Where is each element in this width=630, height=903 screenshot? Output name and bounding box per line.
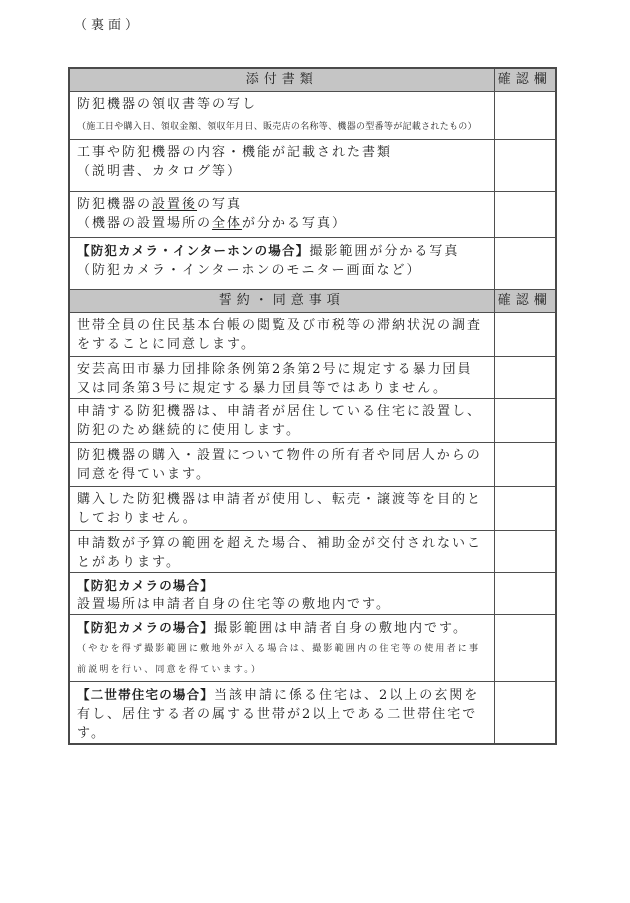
page-side-label: （裏面）	[74, 18, 143, 33]
case-tag: 【防犯カメラの場合】	[77, 620, 215, 635]
pledge-row-two-household	[69, 682, 556, 745]
confirm-cell	[494, 238, 556, 290]
confirm-cell	[494, 443, 556, 487]
case-tag: 【防犯カメラ・インターホンの場合】	[77, 243, 310, 258]
confirm-cell	[494, 313, 556, 357]
pledge-text-cell	[69, 615, 494, 682]
attachment-item-receipt	[69, 92, 494, 140]
pledge-text: 【二世帯住宅の場合】当該申請に係る住宅は、2以上の玄関を有し、居住する者の属する世帯が2以上である二世帯住宅です。	[77, 687, 480, 741]
confirm-cell	[494, 682, 556, 745]
pledge-row-owner-consent	[69, 443, 556, 487]
pledges-header-row	[69, 290, 556, 313]
attachments-check-column-header: 確認欄	[494, 68, 556, 92]
pledge-text: 【防犯カメラの場合】撮影範囲は申請者自身の敷地内です。	[77, 620, 468, 636]
confirm-cell	[494, 192, 556, 238]
attachments-header-row	[69, 68, 556, 92]
case-tag: 【防犯カメラの場合】	[77, 578, 215, 593]
confirm-cell	[494, 573, 556, 615]
attachment-sub-text: （説明書、カタログ等）	[77, 164, 243, 179]
pledge-text-cell	[69, 682, 494, 745]
attachment-sub-text: （防犯カメラ・インターホンのモニター画面など）	[77, 263, 422, 278]
pledge-row-continuous-use	[69, 399, 556, 443]
confirm-cell	[494, 140, 556, 192]
pledges-check-column-header: 確認欄	[494, 290, 556, 313]
pledge-text-cell	[69, 573, 494, 615]
pledge-text-cell: 申請する防犯機器は、申請者が居住している住宅に設置し、防犯のため継続的に使用します。	[69, 399, 494, 443]
underlined-text: 全体	[212, 216, 243, 231]
pledge-text: 設置場所は申請者自身の住宅等の敷地内です。	[77, 597, 391, 612]
attachment-main-text: 工事や防犯機器の内容・機能が記載された書類	[77, 145, 393, 160]
pledge-row-budget-limit	[69, 531, 556, 573]
attachment-main-text: 防犯機器の設置後の写真	[77, 197, 243, 212]
underlined-text: 設置後	[152, 197, 198, 212]
pledges-section-title: 誓約・同意事項	[69, 290, 494, 313]
pledge-text-cell: 申請数が予算の範囲を超えた場合、補助金が交付されないことがあります。	[69, 531, 494, 573]
attachment-row-specs	[69, 140, 556, 192]
attachment-row-photo	[69, 192, 556, 238]
attachment-main-text: 防犯機器の領収書等の写し	[77, 97, 258, 112]
confirm-cell	[494, 92, 556, 140]
attachment-item-photo	[69, 192, 494, 238]
attachment-item-specs	[69, 140, 494, 192]
attachment-row-camera-range	[69, 238, 556, 290]
pledge-row-no-resale	[69, 487, 556, 531]
attachment-sub-text: （機器の設置場所の全体が分かる写真）	[77, 216, 348, 231]
confirm-cell	[494, 531, 556, 573]
attachment-note-text: （施工日や購入日、領収金額、領収年月日、販売店の名称等、機器の型番等が記載されたもの）	[77, 122, 477, 132]
case-tag: 【二世帯住宅の場合】	[77, 687, 215, 702]
confirm-cell	[494, 487, 556, 531]
pledge-text-cell: 安芸高田市暴力団排除条例第2条第2号に規定する暴力団員又は同条第3号に規定する暴力団員等ではありません。	[69, 357, 494, 399]
attachment-item-camera-range	[69, 238, 494, 290]
pledge-note-text: （やむを得ず撮影範囲に敷地外が入る場合は、撮影範囲内の住宅等の使用者に事前説明を行い、同意を得ています。）	[77, 644, 481, 675]
pledge-row-camera-range	[69, 615, 556, 682]
confirm-cell	[494, 615, 556, 682]
pledge-text-cell: 防犯機器の購入・設置について物件の所有者や同居人からの同意を得ています。	[69, 443, 494, 487]
pledge-row-residence-check	[69, 313, 556, 357]
pledge-text-cell: 世帯全員の住民基本台帳の閲覧及び市税等の滞納状況の調査をすることに同意します。	[69, 313, 494, 357]
attachments-section-title: 添付書類	[69, 68, 494, 92]
attachment-main-text: 【防犯カメラ・インターホンの場合】撮影範囲が分かる写真	[77, 243, 460, 259]
application-checklist-table	[68, 67, 557, 745]
attachment-row-receipt	[69, 92, 556, 140]
pledge-row-camera-location	[69, 573, 556, 615]
pledge-text-cell: 購入した防犯機器は申請者が使用し、転売・譲渡等を目的としておりません。	[69, 487, 494, 531]
confirm-cell	[494, 399, 556, 443]
confirm-cell	[494, 357, 556, 399]
pledge-row-gang-exclusion	[69, 357, 556, 399]
